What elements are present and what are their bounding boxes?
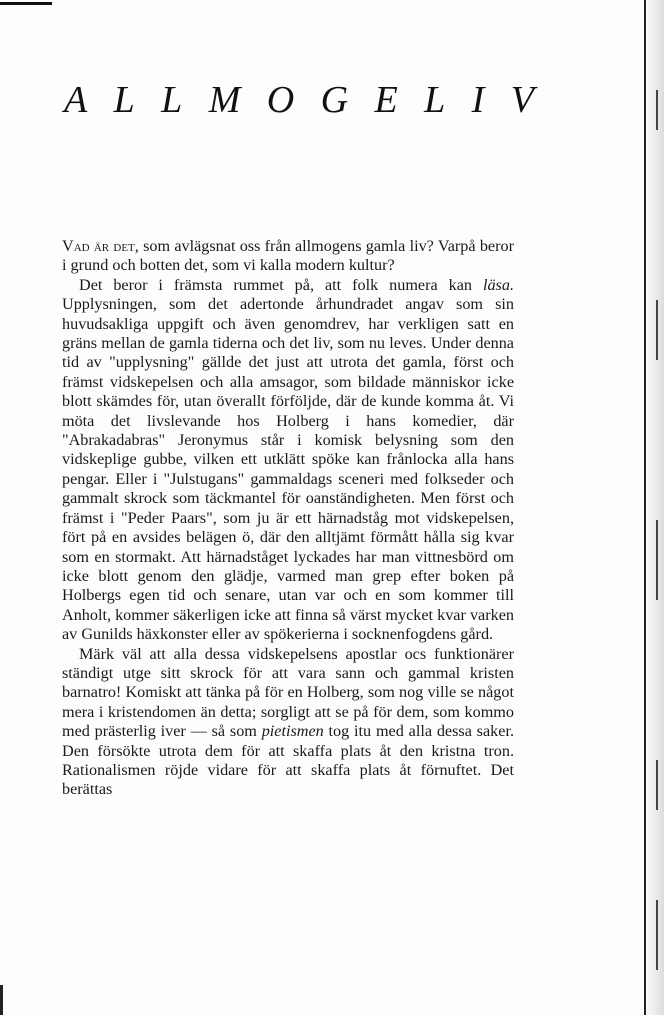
body-text <box>62 237 514 800</box>
title-letter: L <box>161 79 183 121</box>
emphasis: pietismen <box>261 722 324 741</box>
title-letter: M <box>208 79 241 121</box>
paragraph-lead: Vad är det, <box>62 237 139 255</box>
paragraph-text: som avlägsnat oss från allmogens gamla liv? Varpå beror i grund och botten det, som vi kalla modern kultur? <box>62 237 514 275</box>
paragraph-text: Upplysningen, som det adertonde århundradet angav som sin huvudsakliga uppgift och även genomdrev, har verkligen satt en gräns mellan de gamla tiderna och det liv, som nu leves. Under denna tid av "upplysning" gällde det just att utrota det gamla, först och främst vidskepelsen och alla amsagor, som bildade människor icke blott skämdes för, utan överallt förföljde, där de kunde komma åt. Vi möta det livslevande hos Holberg i hans komedier, där "Abrakadabras" Jeronymus står i komisk belysning som den vidskeplige gubbe, vilken ett utklätt spöke kan frånlocka alla hans pengar. Eller i "Julstugans" gammaldags sceneri med folkseder och gammalt skrock som täckmantel för oanständigheten. Men först och främst i "Peder Paars", som ju är ett härnadståg mot vidskepelsen, fört på en avsides belägen ö, där den alltjämt förmått hålla sig kvar som en stormakt. Att härnadståget lyckades har man vittnesbörd om icke blott genom den glädje, varmed man grep efter boken på Holbergs egen tid och senare, utan var och en som kommer till Anholt, kommer säkerligen icke att finna så värst mycket kvar varken av Gunilds häxkonster eller av spökerierna i socknenfogdens gård. <box>62 295 514 644</box>
chapter-title <box>64 78 534 122</box>
book-gutter <box>646 0 664 1015</box>
title-letter: O <box>266 79 295 121</box>
gutter-line <box>644 0 646 1015</box>
paragraph-text: Märk väl att alla dessa vidskepelsens apostlar ocs funktionärer ständigt utge sitt skrock för att vara sann och gammal kristen barnatro! Komiskt att tänka på för en Holberg, som nog ville se något mera i kristendomen än detta; sorgligt att se på för dem, som kommo med prästerlig iver — så som <box>62 644 514 741</box>
paragraph <box>62 276 514 645</box>
paragraph <box>62 237 514 276</box>
title-letter: L <box>113 79 135 121</box>
paragraph <box>62 645 514 800</box>
page-edge-mark-bottom <box>0 985 3 1015</box>
gutter-mark <box>656 90 658 130</box>
title-letter: L <box>424 79 446 121</box>
paragraph-text: Det beror i främsta rummet på, att folk numera kan <box>79 275 483 294</box>
gutter-mark <box>656 900 658 970</box>
gutter-mark <box>656 520 658 600</box>
emphasis: läsa. <box>482 275 514 294</box>
page-edge-mark <box>0 2 52 5</box>
title-letter: I <box>471 79 485 121</box>
paragraph-text: tog itu med alla dessa saker. Den försökte utrota dem för att skaffa plats åt den kristna tron. Rationalismen röjde vidare för att skaffa plats åt förnuftet. Det berättas <box>62 722 514 799</box>
title-letter: A <box>64 79 88 121</box>
title-letter: E <box>374 79 398 121</box>
title-letter: G <box>320 79 349 121</box>
gutter-mark <box>656 760 658 810</box>
gutter-mark <box>656 300 658 360</box>
title-letter: V <box>510 79 534 121</box>
